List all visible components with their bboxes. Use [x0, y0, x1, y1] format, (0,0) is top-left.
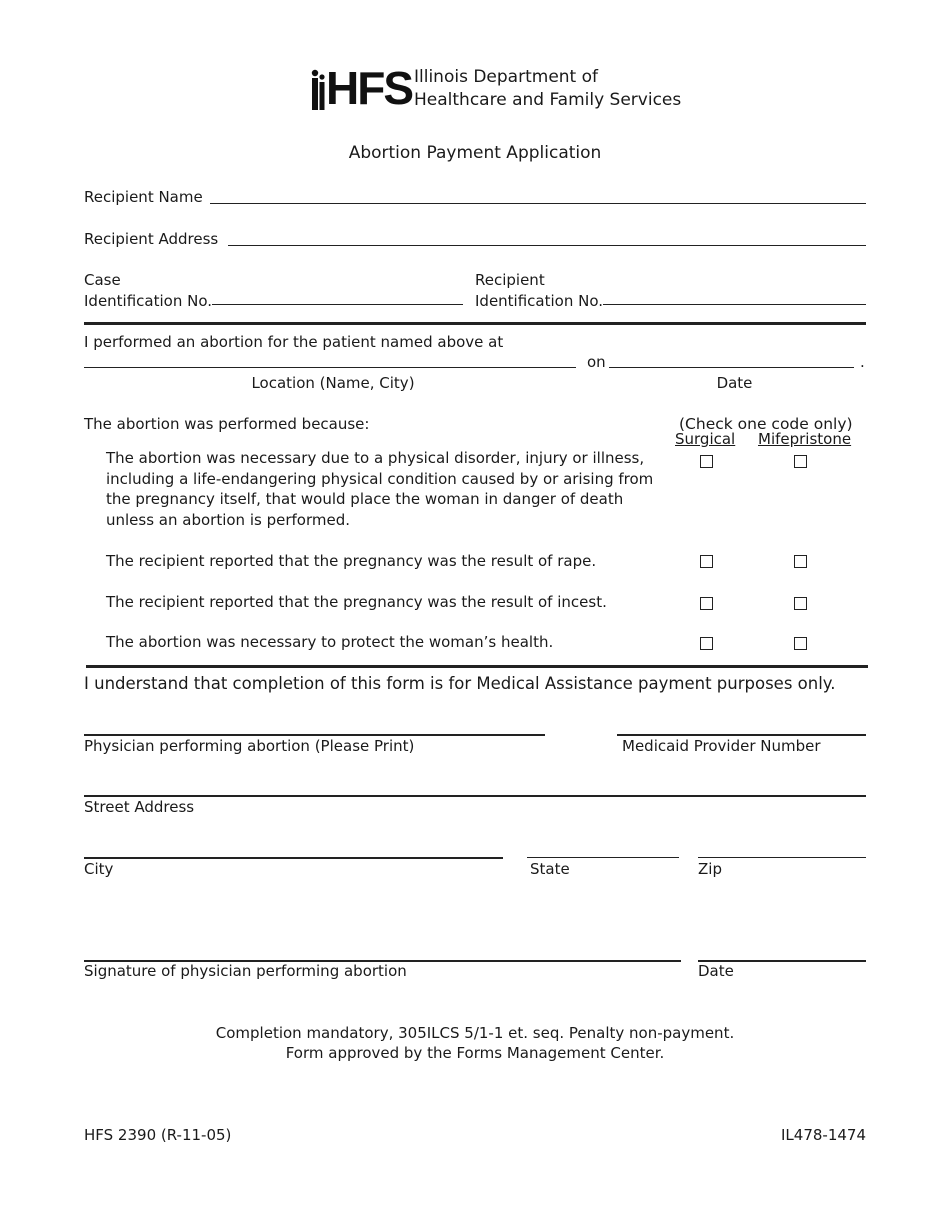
case-id-line [212, 304, 463, 305]
reason-text-incest: The recipient reported that the pregnancy was the result of incest. [106, 593, 607, 611]
reason-2-surgical-checkbox[interactable] [700, 555, 713, 568]
payment-purpose-statement: I understand that completion of this form is for Medical Assistance payment purposes only. [84, 674, 836, 693]
location-field[interactable] [84, 347, 579, 369]
city-field[interactable] [84, 837, 506, 859]
sentence-period: . [860, 353, 865, 371]
check-one-note: (Check one code only) [679, 415, 853, 433]
location-caption: Location (Name, City) [251, 374, 415, 392]
physician-name-field[interactable] [84, 714, 548, 736]
reason-1-surgical-checkbox[interactable] [700, 455, 713, 468]
mandatory-notice: Completion mandatory, 305ILCS 5/1-1 et. seq. Penalty non-payment. [215, 1024, 735, 1042]
reason-text-physical-disorder: The abortion was necessary due to a physical disorder, injury or illness, including a life-endangering physical condition caused by or arising from the pregnancy itself, that would place the woman in danger of death unless an abortion is performed. [106, 449, 654, 529]
section-divider-top [84, 322, 866, 325]
mifepristone-column-header: Mifepristone [758, 430, 852, 448]
recipient-id-field[interactable] [603, 284, 869, 306]
surgical-column-header: Surgical [675, 430, 736, 448]
reason-1-mifepristone-checkbox[interactable] [794, 455, 807, 468]
zip-line [698, 857, 866, 858]
section-divider-bottom [86, 665, 868, 668]
reason-text-rape: The recipient reported that the pregnancy was the result of rape. [106, 552, 597, 570]
case-id-field[interactable] [212, 284, 466, 306]
city-line [84, 857, 503, 859]
physician-name-label: Physician performing abortion (Please Print) [84, 737, 415, 755]
recipient-id-line [603, 304, 866, 305]
performed-statement: I performed an abortion for the patient named above at [84, 333, 504, 351]
recipient-id-label-line1: Recipient [475, 271, 545, 289]
procedure-date-caption: Date [716, 374, 753, 392]
state-field[interactable] [527, 837, 682, 859]
street-address-line [84, 795, 866, 797]
forms-approval-notice: Form approved by the Forms Management Center. [285, 1044, 665, 1062]
recipient-name-field[interactable] [210, 183, 869, 205]
on-label: on [587, 353, 606, 371]
recipient-name-label: Recipient Name [84, 188, 203, 206]
procedure-date-line [609, 367, 854, 368]
signature-date-label: Date [698, 962, 734, 980]
recipient-address-field[interactable] [228, 225, 869, 247]
recipient-name-line [210, 203, 866, 204]
hfs-logo [310, 62, 412, 114]
form-title: Abortion Payment Application [348, 143, 602, 163]
zip-label: Zip [698, 860, 722, 878]
location-line [84, 367, 576, 368]
state-line [527, 857, 679, 858]
reason-4-mifepristone-checkbox[interactable] [794, 637, 807, 650]
provider-number-field[interactable] [617, 714, 869, 736]
procedure-date-field[interactable] [609, 347, 857, 369]
hfs-logo-text: HFS [326, 62, 412, 114]
recipient-id-label-line2: Identification No. [475, 292, 604, 310]
state-label: State [530, 860, 570, 878]
case-id-label-line1: Case [84, 271, 121, 289]
reasons-intro: The abortion was performed because: [84, 415, 370, 433]
reason-3-surgical-checkbox[interactable] [700, 597, 713, 610]
reason-text-woman-health: The abortion was necessary to protect the woman’s health. [106, 633, 554, 651]
recipient-address-label: Recipient Address [84, 230, 219, 248]
reason-2-mifepristone-checkbox[interactable] [794, 555, 807, 568]
signature-date-field[interactable] [698, 940, 869, 962]
signature-field[interactable] [84, 940, 684, 962]
signature-label: Signature of physician performing abortion [84, 962, 407, 980]
provider-number-label: Medicaid Provider Number [622, 737, 821, 755]
physician-name-line [84, 734, 545, 736]
street-address-field[interactable] [84, 775, 869, 797]
agency-name-line2: Healthcare and Family Services [414, 90, 682, 110]
city-label: City [84, 860, 114, 878]
form-number: HFS 2390 (R-11-05) [84, 1126, 232, 1144]
recipient-address-line [228, 245, 866, 246]
street-address-label: Street Address [84, 798, 195, 816]
il-number: IL478-1474 [781, 1126, 866, 1144]
case-id-label-line2: Identification No. [84, 292, 213, 310]
agency-name-line1: Illinois Department of [414, 67, 599, 87]
provider-number-line [617, 734, 866, 736]
reason-4-surgical-checkbox[interactable] [700, 637, 713, 650]
zip-field[interactable] [698, 837, 869, 859]
reason-3-mifepristone-checkbox[interactable] [794, 597, 807, 610]
